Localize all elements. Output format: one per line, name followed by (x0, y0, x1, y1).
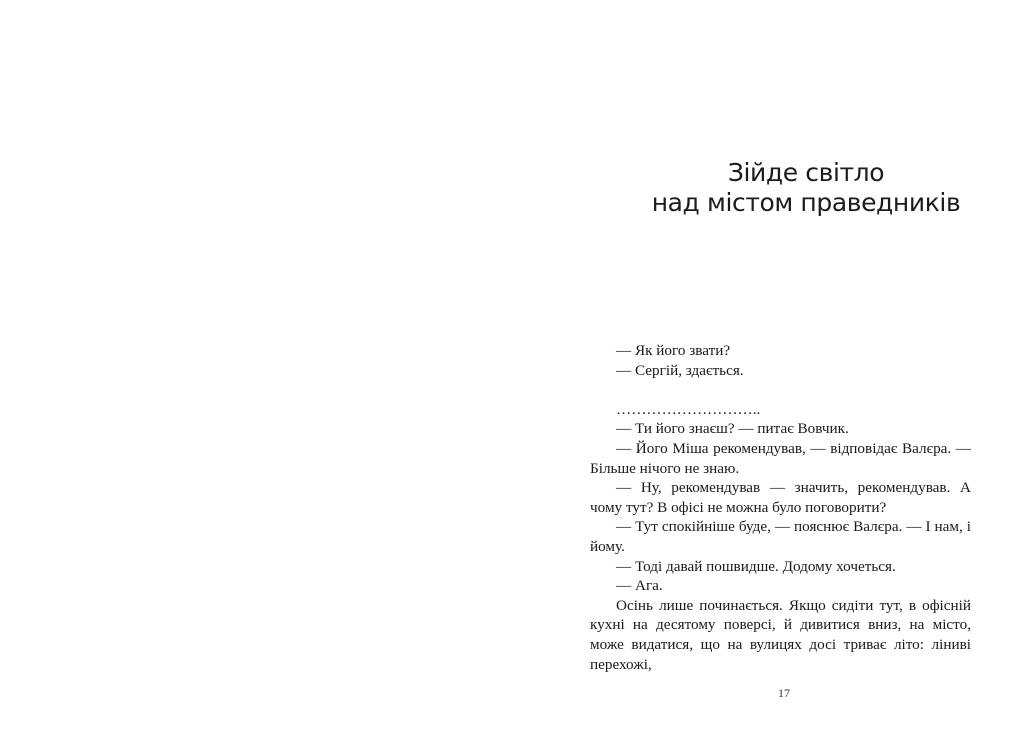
paragraph: — Ти його знаєш? — питає Вовчик. (616, 420, 849, 438)
chapter-title-line-2: над містом праведників (651, 188, 961, 217)
paragraph: — Ну, рекомендував — значить, рекомендував. А чому тут? В офісі не можна було поговорити? (590, 479, 971, 516)
body-text (590, 341, 971, 674)
paragraph: — Як його звати? (616, 342, 731, 359)
paragraph: — Тоді давай пошвидше. Додому хочеться. (616, 557, 896, 575)
paragraph: — Сергій, здається. (616, 361, 744, 379)
paragraph: — Ага. (616, 577, 663, 595)
chapter-title (592, 158, 1020, 218)
paragraph: — Тут спокійніше буде, — пояснює Валєра. — І нам, і йому. (590, 518, 971, 555)
scene-break-ellipsis: ……………………….. (616, 400, 761, 418)
paragraph: — Його Міша рекомендував, — відповідає Валєра. — Більше нічого не знаю. (590, 439, 971, 477)
chapter-title-line-1: Зійде світло (727, 158, 885, 187)
paragraph: Осінь лише починається. Якщо сидіти тут, в офісній кухні на десятому поверсі, й дивитися вниз, на місто, може видатися, що на вулицях досі триває літо: ліниві перехожі, (590, 596, 971, 673)
page-number: 17 (778, 686, 790, 700)
right-page (512, 0, 1024, 752)
